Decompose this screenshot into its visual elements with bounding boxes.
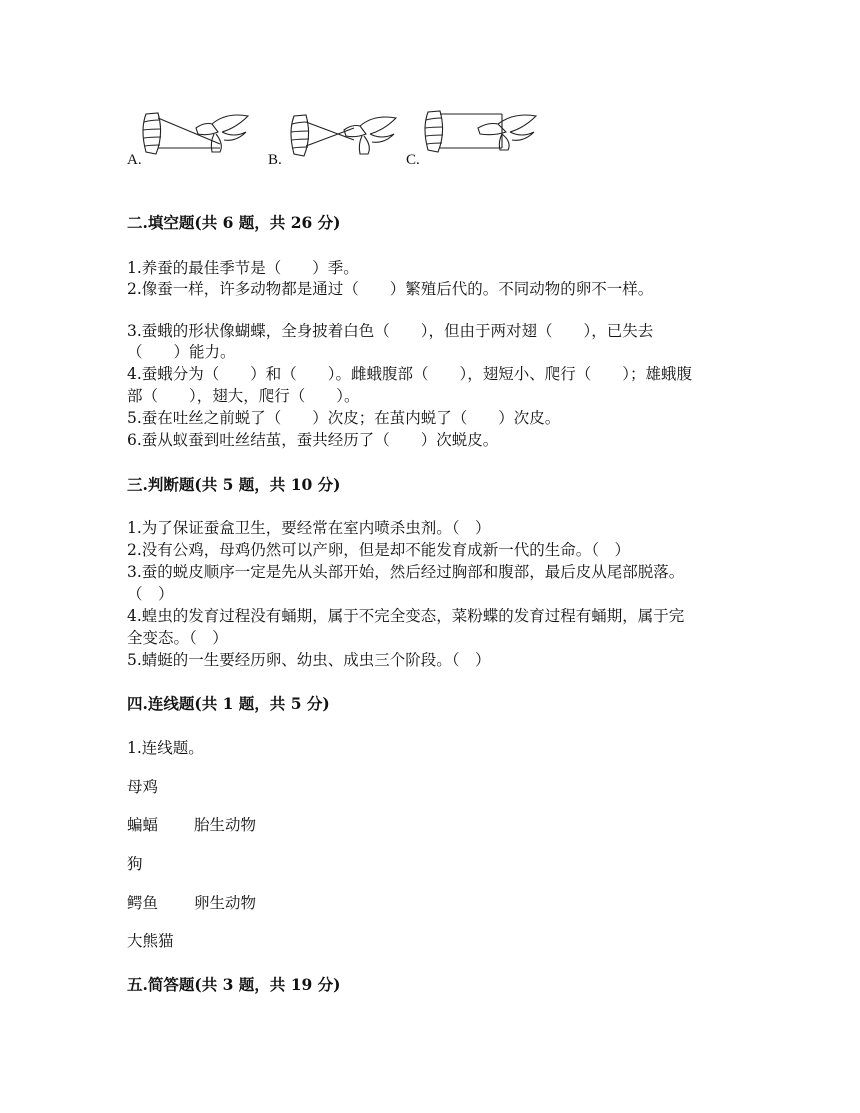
option-a-label: A. [127,152,142,168]
judge-question-4-line-1: 4.蝗虫的发育过程没有蛹期，属于不完全变态，菜粉蝶的发育过程有蛹期，属于完 [127,607,685,625]
section-2-title: 二.填空题(共 6 题，共 26 分) [127,213,341,232]
fill-question-3-line-1: 3.蚕蛾的形状像蝴蝶，全身披着白色（ ），但由于两对翅（ ），已失去 [127,322,654,340]
matching-question-1: 1.连线题。 [127,739,204,757]
fill-question-3-line-2: （ ）能力。 [127,343,236,361]
fill-question-6: 6.蚕从蚁蚕到吐丝结茧，蚕共经历了（ ）次蜕皮。 [127,431,499,449]
judge-question-1: 1.为了保证蚕盒卫生，要经常在室内喷杀虫剂。（ ） [127,519,491,537]
section-5-title: 五.简答题(共 3 题，共 19 分) [127,975,341,994]
animal-item[interactable]: 鳄鱼 [127,894,159,912]
judge-question-4-line-2: 全变态。（ ） [127,629,228,647]
fill-question-5: 5.蚕在吐丝之前蜕了（ ）次皮；在茧内蜕了（ ）次皮。 [127,409,561,427]
silkworm-cocoon-and-moth-figure-c [422,106,542,156]
judge-question-3-line-2: （ ） [127,585,174,603]
animal-item[interactable]: 狗 [127,855,143,873]
judge-question-3-line-1: 3.蚕的蜕皮顺序一定是先从头部开始，然后经过胸部和腹部，最后皮从尾部脱落。 [127,563,685,581]
silkworm-cocoon-and-moth-figure-a [136,108,256,158]
section-4-title: 四.连线题(共 1 题，共 5 分) [127,694,330,713]
option-c-label: C. [406,152,420,168]
animal-item[interactable]: 蝙蝠 [127,816,159,834]
category-item[interactable]: 卵生动物 [194,894,257,912]
fill-question-1: 1.养蚕的最佳季节是（ ）季。 [127,259,359,277]
category-item[interactable]: 胎生动物 [194,816,257,834]
judge-question-2: 2.没有公鸡，母鸡仍然可以产卵，但是却不能发育成新一代的生命。（ ） [127,541,631,559]
silkworm-cocoon-and-moth-figure-b [284,110,404,160]
fill-question-2: 2.像蚕一样，许多动物都是通过（ ）繁殖后代的。不同动物的卵不一样。 [127,280,654,298]
animal-item[interactable]: 母鸡 [127,778,159,796]
option-b-label: B. [268,152,282,168]
animal-item[interactable]: 大熊猫 [127,932,174,950]
fill-question-4-line-2: 部（ ），翅大，爬行（ ）。 [127,387,360,405]
fill-question-4-line-1: 4.蚕蛾分为（ ）和（ ）。雌蛾腹部（ ），翅短小、爬行（ ）；雄蛾腹 [127,365,693,383]
judge-question-5: 5.蜻蜓的一生要经历卵、幼虫、成虫三个阶段。（ ） [127,651,491,669]
section-3-title: 三.判断题(共 5 题，共 10 分) [127,475,341,494]
